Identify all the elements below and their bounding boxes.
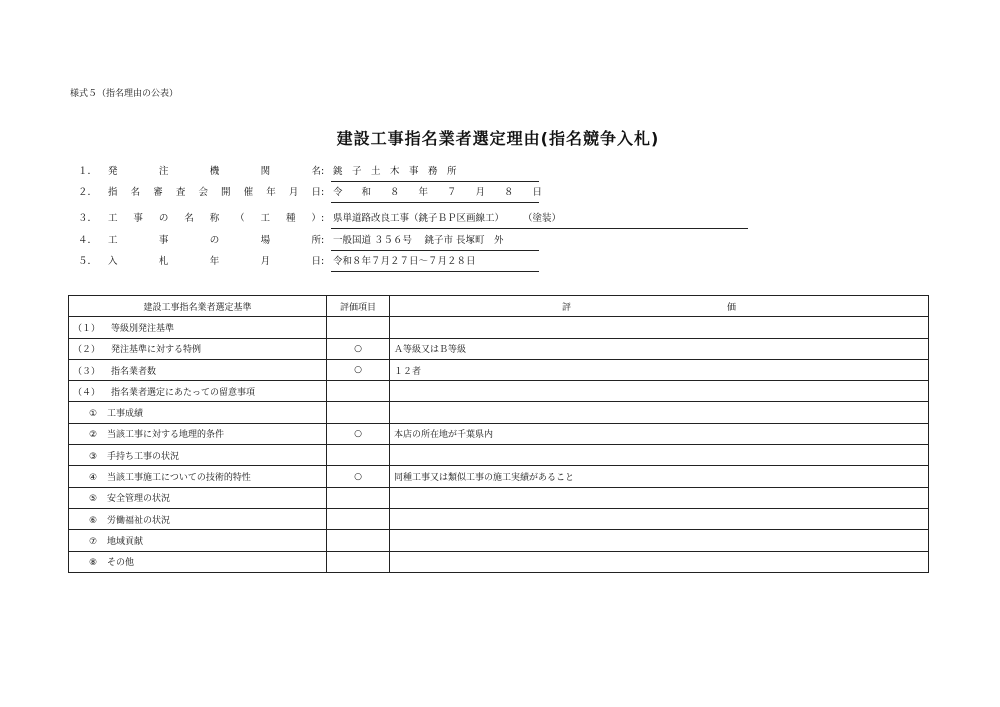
table-row bbox=[69, 445, 929, 466]
info-underline bbox=[331, 181, 539, 182]
criteria-cell bbox=[69, 445, 327, 466]
eval-item-cell bbox=[327, 381, 390, 402]
info-label-char: 事 bbox=[133, 213, 143, 224]
table-row bbox=[69, 530, 929, 551]
criteria-mark: ④ bbox=[89, 473, 98, 484]
table-row bbox=[69, 551, 929, 572]
form-code: 様式５（指名理由の公表） bbox=[70, 89, 179, 99]
info-number: ５． bbox=[78, 256, 98, 267]
criteria-text: 地域貢献 bbox=[107, 536, 144, 547]
info-label-char: 日 bbox=[311, 256, 321, 267]
table-row bbox=[69, 338, 929, 359]
eval-item-cell: ○ bbox=[327, 359, 390, 380]
info-label-char: 入 bbox=[108, 256, 118, 267]
info-label bbox=[108, 232, 321, 250]
info-value: 銚 子 土 木 事 務 所 bbox=[333, 166, 457, 177]
criteria-cell bbox=[69, 338, 327, 359]
evaluation-cell bbox=[390, 508, 929, 529]
criteria-mark: （４） bbox=[73, 387, 101, 398]
evaluation-cell bbox=[390, 530, 929, 551]
evaluation-cell bbox=[390, 381, 929, 402]
info-label-char: 所 bbox=[311, 235, 321, 246]
info-label-char: 指 bbox=[108, 187, 118, 198]
info-underline bbox=[331, 250, 539, 251]
info-colon: : bbox=[321, 166, 325, 177]
info-colon: : bbox=[321, 213, 325, 224]
evaluation-cell: 同種工事又は類似工事の施工実績があること bbox=[390, 466, 929, 487]
info-label-char: 会 bbox=[198, 187, 208, 198]
criteria-cell bbox=[69, 508, 327, 529]
info-label-char: 注 bbox=[158, 166, 169, 177]
info-colon: : bbox=[321, 187, 325, 198]
criteria-text: 指名業者数 bbox=[111, 366, 157, 377]
info-number: ３． bbox=[78, 213, 98, 224]
criteria-text: 労働福祉の状況 bbox=[107, 515, 171, 526]
table-row bbox=[69, 359, 929, 380]
info-label bbox=[108, 184, 321, 202]
criteria-cell bbox=[69, 551, 327, 572]
info-value: 令 和 ８ 年 ７ 月 ８ 日 bbox=[333, 187, 543, 198]
info-colon: : bbox=[321, 256, 325, 267]
info-label-char: 年 bbox=[266, 187, 276, 198]
info-label bbox=[108, 253, 321, 271]
info-value: 令和８年７月２７日～７月２８日 bbox=[333, 256, 476, 267]
info-label-char: 工 bbox=[260, 213, 271, 224]
table-row bbox=[69, 508, 929, 529]
eval-item-cell bbox=[327, 445, 390, 466]
info-label-char: の bbox=[158, 213, 169, 224]
table-body bbox=[69, 317, 929, 573]
info-label-char: 名 bbox=[184, 213, 194, 224]
info-label-char: 関 bbox=[260, 166, 271, 177]
criteria-text: 当該工事施工についての技術的特性 bbox=[107, 473, 251, 484]
criteria-mark: （２） bbox=[73, 345, 101, 356]
table-row bbox=[69, 466, 929, 487]
info-number: ４． bbox=[78, 235, 98, 246]
info-number: ２． bbox=[78, 187, 98, 198]
criteria-text: 指名業者選定にあたっての留意事項 bbox=[111, 387, 256, 398]
evaluation-cell bbox=[390, 402, 929, 423]
document-title-text: 建設工事指名業者選定理由(指名競争入札) bbox=[336, 129, 660, 148]
info-label-char: の bbox=[209, 235, 220, 246]
criteria-cell bbox=[69, 317, 327, 338]
criteria-text: 発注基準に対する特例 bbox=[111, 345, 202, 356]
eval-item-cell bbox=[327, 317, 390, 338]
info-label-char: ） bbox=[311, 213, 321, 224]
criteria-cell bbox=[69, 487, 327, 508]
evaluation-cell bbox=[390, 487, 929, 508]
info-label-char: 日 bbox=[311, 187, 321, 198]
header-evaluation bbox=[390, 296, 929, 317]
eval-item-cell bbox=[327, 551, 390, 572]
criteria-mark: ⑦ bbox=[89, 536, 98, 547]
table-row bbox=[69, 317, 929, 338]
info-value: 県単道路改良工事（銚子ＢＰ区画線工） （塗装） bbox=[333, 213, 562, 224]
criteria-text: 安全管理の状況 bbox=[107, 494, 171, 505]
criteria-cell bbox=[69, 381, 327, 402]
evaluation-cell: Ａ等級又はＢ等級 bbox=[390, 338, 929, 359]
criteria-text: その他 bbox=[107, 558, 135, 569]
info-underline bbox=[331, 228, 748, 229]
criteria-cell bbox=[69, 359, 327, 380]
info-label-char: 事 bbox=[158, 235, 169, 246]
evaluation-cell: 本店の所在地が千葉県内 bbox=[390, 423, 929, 444]
table-row bbox=[69, 402, 929, 423]
info-label-char: 審 bbox=[153, 187, 163, 198]
criteria-cell bbox=[69, 466, 327, 487]
eval-item-cell: ○ bbox=[327, 423, 390, 444]
eval-item-cell bbox=[327, 530, 390, 551]
info-label-char: 査 bbox=[175, 187, 186, 198]
table-header-row bbox=[69, 296, 929, 317]
info-number: １． bbox=[78, 166, 98, 177]
info-label-char: 開 bbox=[221, 187, 231, 198]
criteria-mark: ⑥ bbox=[89, 515, 98, 526]
info-label-char: 工 bbox=[108, 213, 118, 224]
criteria-cell bbox=[69, 530, 327, 551]
info-label-char: 称 bbox=[209, 213, 220, 224]
evaluation-cell bbox=[390, 551, 929, 572]
criteria-mark: ② bbox=[89, 430, 98, 441]
info-colon: : bbox=[321, 235, 325, 246]
eval-item-cell bbox=[327, 508, 390, 529]
criteria-mark: ③ bbox=[89, 451, 98, 462]
info-label-char: 名 bbox=[311, 166, 321, 177]
eval-item-cell bbox=[327, 402, 390, 423]
info-label-char: 催 bbox=[243, 187, 254, 198]
info-value: 一般国道 ３５６号 銚子市 長塚町 外 bbox=[333, 235, 504, 246]
eval-item-cell bbox=[327, 487, 390, 508]
header-eval-item: 評価項目 bbox=[327, 296, 390, 317]
info-label-char: 発 bbox=[108, 166, 118, 177]
criteria-mark: （１） bbox=[73, 323, 101, 334]
evaluation-cell: １２者 bbox=[390, 359, 929, 380]
criteria-cell bbox=[69, 423, 327, 444]
info-label-char: 場 bbox=[260, 235, 271, 246]
info-label-char: 機 bbox=[209, 166, 220, 177]
info-label bbox=[108, 163, 321, 181]
criteria-mark: ⑧ bbox=[89, 558, 98, 569]
info-label-char: 月 bbox=[288, 187, 299, 198]
header-criteria: 建設工事指名業者選定基準 bbox=[69, 296, 327, 317]
selection-criteria-table bbox=[68, 295, 929, 573]
evaluation-cell bbox=[390, 317, 929, 338]
info-underline bbox=[331, 202, 539, 203]
info-label-char: 名 bbox=[130, 187, 141, 198]
info-label bbox=[108, 210, 321, 228]
info-label-char: 種 bbox=[285, 213, 296, 224]
info-underline bbox=[331, 271, 539, 272]
info-label-char: （ bbox=[235, 213, 245, 224]
info-label-char: 月 bbox=[260, 256, 271, 267]
table-row bbox=[69, 423, 929, 444]
criteria-text: 手持ち工事の状況 bbox=[107, 451, 180, 462]
table-row bbox=[69, 381, 929, 402]
info-label-char: 札 bbox=[158, 256, 169, 267]
criteria-mark: ① bbox=[89, 409, 98, 420]
eval-item-cell: ○ bbox=[327, 466, 390, 487]
table-row bbox=[69, 487, 929, 508]
evaluation-cell bbox=[390, 445, 929, 466]
info-label-char: 工 bbox=[108, 235, 118, 246]
criteria-mark: （３） bbox=[73, 366, 101, 377]
header-eval-right: 価 bbox=[726, 302, 736, 313]
document-title bbox=[0, 126, 1000, 149]
criteria-mark: ⑤ bbox=[89, 494, 98, 505]
criteria-text: 工事成績 bbox=[107, 409, 144, 420]
criteria-cell bbox=[69, 402, 327, 423]
criteria-text: 当該工事に対する地理的条件 bbox=[107, 430, 225, 441]
criteria-text: 等級別発注基準 bbox=[111, 323, 175, 334]
info-label-char: 年 bbox=[209, 256, 220, 267]
header-eval-left: 評 bbox=[561, 302, 571, 313]
eval-item-cell: ○ bbox=[327, 338, 390, 359]
